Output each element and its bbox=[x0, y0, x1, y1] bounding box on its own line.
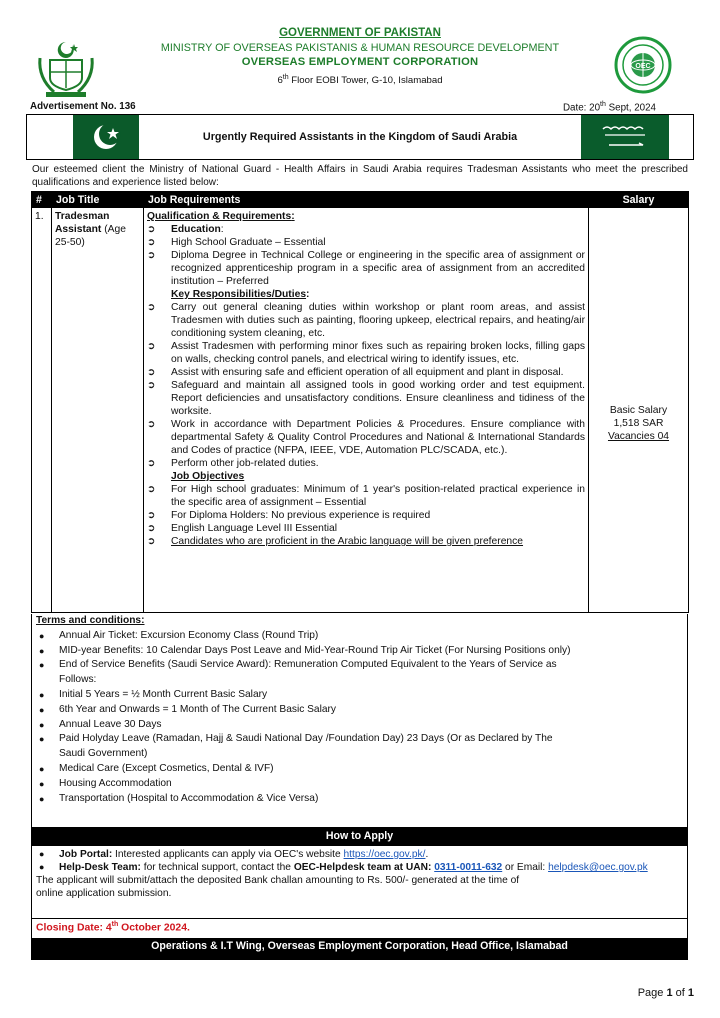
list-item: ● 6th Year and Onwards = 1 Month of The Current Basic Salary bbox=[36, 703, 579, 718]
arrow-icon: ➲ bbox=[147, 367, 156, 378]
salary-value: 1,518 SAR bbox=[613, 418, 664, 429]
challan-note-line-1: The applicant will submit/attach the deposited Bank challan amounting to Rs. 500/- generated at the time of bbox=[36, 875, 520, 886]
bullet-icon: ● bbox=[39, 719, 45, 730]
helpdesk-item: ● Help-Desk Team: for technical support, contact the OEC-Helpdesk team at UAN: 0311-0011-632 or Email: helpdesk@oec.gov.pk bbox=[39, 862, 648, 873]
job-table bbox=[31, 191, 689, 613]
title-banner bbox=[26, 114, 694, 160]
list-item: ➲ Assist Tradesmen with performing minor fixes such as repairing broken locks, filling gaps on walls, checking control panels, and electrical wiring to identify issues, etc. bbox=[147, 341, 585, 365]
bullet-icon: ● bbox=[39, 630, 45, 641]
list-item: ● Paid Holyday Leave (Ramadan, Hajj & Saudi National Day /Foundation Day) 23 Days (Or as Declared by The Saudi Government) bbox=[39, 733, 553, 760]
duties-heading: Key Responsibilities/Duties bbox=[171, 289, 307, 300]
job-title: Tradesman Assistant (Age 25-50) bbox=[52, 208, 144, 613]
arrow-icon: ➲ bbox=[147, 380, 156, 391]
qualification-heading: Qualification & Requirements bbox=[147, 211, 292, 222]
col-header-requirements: Job Requirements bbox=[144, 192, 589, 208]
job-portal-item: ● Job Portal: Interested applicants can apply via OEC's website https://oec.gov.pk/. bbox=[39, 849, 429, 860]
bullet-icon: ● bbox=[39, 704, 45, 715]
oec-logo-icon bbox=[614, 36, 672, 94]
arrow-icon: ➲ bbox=[147, 237, 156, 248]
ministry-title: MINISTRY OF OVERSEAS PAKISTANIS & HUMAN RESOURCE DEVELOPMENT bbox=[160, 42, 560, 54]
saudi-flag-icon bbox=[581, 115, 669, 159]
arabic-preference-note: Candidates who are proficient in the Arabic language will be given preference bbox=[171, 536, 524, 547]
list-item: ➲ English Language Level III Essential bbox=[147, 523, 338, 534]
list-item: ● Annual Leave 30 Days bbox=[36, 718, 579, 733]
arrow-icon: ➲ bbox=[147, 419, 156, 430]
duties-list bbox=[147, 301, 585, 470]
corporation-title: OVERSEAS EMPLOYMENT CORPORATION bbox=[241, 56, 479, 68]
oec-logo-text: OEC bbox=[635, 63, 651, 70]
advertisement-date: Date: 20th Sept, 2024 bbox=[562, 101, 656, 114]
vacancies: Vacancies 04 bbox=[607, 431, 670, 442]
terms-heading: Terms and conditions: bbox=[36, 615, 145, 626]
col-header-number: # bbox=[32, 192, 52, 208]
helpdesk-email-link[interactable]: helpdesk@oec.gov.pk bbox=[548, 862, 648, 873]
list-item: ● Transportation (Hospital to Accommodation & Vice Versa) bbox=[36, 792, 579, 807]
helpdesk-phone-link[interactable]: 0311-0011-632 bbox=[434, 862, 503, 873]
list-item: ➲ For High school graduates: Minimum of 1 year's position-related practical experience in the specific area of assignment – Essential bbox=[147, 484, 585, 508]
objectives-heading: Job Objectives bbox=[171, 471, 245, 482]
job-requirements: Qualification & Requirements: ➲ Education: ➲ High School Graduate – Essential ➲ Diploma Degree in Technical College or engineering in the specific area of assignment or recognized apprenticeship program in a specific area of assignment from an accredited institution – Preferred Key Responsibilities/Duties: ➲ Carry out general cleaning duties within workshop or plant room areas, and assist Tradesmen with duties such as painting, flooring upkeep, electrical repairs, and heating/air conditioning system cleaning, etc. ➲ Assist Tradesmen with performing minor fixes such as repairing broken locks, filling gaps on walls, checking control panels, and electrical wiring to identify issues, etc. ➲ Assist with ensuring safe and efficient operation of all equipment and plant in disposal. ➲ Safeguard and maintain all assigned tools in good working order and test equipment. Report deficiencies and unsatisfactory conditions. Ensure cleanliness and tidiness of the worksite. ➲ Work in accordance with Department Policies & Procedures. Ensure compliance with departmental Safety & Quality Control Procedures and National & International Standards and Codes of practice (NFPA, IEEE, VDE, Automation PLC/SCADA, etc.). ➲ Perform other job-related duties. Job Objectives ➲ For High school graduates: Minimum of 1 year's position-related practical experience in the specific area of assignment – Essential ➲ For Diploma Holders: No previous experience is required ➲ English Language Level III Essential ➲ Candidates who are proficient in the Arabic language will be given preference bbox=[144, 208, 589, 613]
bullet-icon: ● bbox=[39, 778, 45, 789]
intro-paragraph: Our esteemed client the Ministry of National Guard - Health Affairs in Saudi Arabia requires Tradesman Assistants who meet the prescribed qualifications and experience listed below: bbox=[32, 164, 688, 188]
list-item: ● Annual Air Ticket: Excursion Economy Class (Round Trip) bbox=[36, 629, 579, 644]
list-item: ➲ Perform other job-related duties. bbox=[147, 458, 319, 469]
arrow-icon: ➲ bbox=[147, 523, 156, 534]
arrow-icon: ➲ bbox=[147, 458, 156, 469]
terms-section bbox=[31, 614, 688, 827]
list-item: ➲ For Diploma Holders: No previous experience is required bbox=[147, 510, 431, 521]
list-item: ● Initial 5 Years = ½ Month Current Basic Salary bbox=[36, 688, 579, 703]
oec-website-link[interactable]: https://oec.gov.pk/ bbox=[343, 849, 426, 860]
arrow-icon: ➲ bbox=[147, 341, 156, 352]
list-item: ➲ Diploma Degree in Technical College or engineering in the specific area of assignment or recognized apprenticeship program in a specific area of assignment from an accredited institution – Preferred bbox=[147, 250, 585, 287]
salary-label: Basic Salary bbox=[609, 405, 668, 416]
banner-title: Urgently Required Assistants in the Kingdom of Saudi Arabia bbox=[202, 131, 518, 143]
government-title: GOVERNMENT OF PAKISTAN bbox=[279, 27, 441, 39]
bullet-icon: ● bbox=[39, 793, 45, 804]
how-to-apply-heading: How to Apply bbox=[31, 827, 688, 846]
list-item: ➲ High School Graduate – Essential bbox=[147, 237, 326, 248]
arrow-icon: ➲ bbox=[147, 302, 156, 313]
list-item: ● End of Service Benefits (Saudi Service Award): Remuneration Computed Equivalent to the Years of Service as Follows: bbox=[39, 659, 557, 686]
list-item: ➲ Safeguard and maintain all assigned tools in good working order and test equipment. Report deficiencies and unsatisfactory conditions. Ensure cleanliness and tidiness of the worksite. bbox=[147, 380, 585, 417]
education-label-item: ➲ Education: bbox=[147, 224, 224, 235]
list-item: ● Housing Accommodation bbox=[36, 777, 579, 792]
arrow-icon: ➲ bbox=[147, 510, 156, 521]
bullet-icon: ● bbox=[39, 689, 45, 700]
footer-bar: Operations & I.T Wing, Overseas Employment Corporation, Head Office, Islamabad bbox=[31, 938, 688, 960]
bullet-icon: ● bbox=[39, 645, 45, 656]
page-number: Page 1 of 1 bbox=[637, 987, 694, 999]
terms-list bbox=[36, 629, 683, 807]
closing-date: Closing Date: 4th October 2024. bbox=[31, 918, 688, 938]
arrow-icon: ➲ bbox=[147, 484, 156, 495]
col-header-salary: Salary bbox=[589, 192, 689, 208]
bullet-icon: ● bbox=[39, 734, 45, 745]
list-item: ➲ Carry out general cleaning duties within workshop or plant room areas, and assist Tradesmen with duties such as painting, flooring upkeep, electrical repairs, and heating/air conditioning system cleaning, etc. bbox=[147, 302, 585, 339]
objectives-list bbox=[147, 483, 585, 548]
col-header-job-title: Job Title bbox=[52, 192, 144, 208]
bullet-icon: ● bbox=[39, 862, 45, 872]
list-item bbox=[147, 535, 585, 548]
advertisement-number: Advertisement No. 136 bbox=[30, 101, 136, 112]
bullet-icon: ● bbox=[39, 660, 45, 671]
pakistan-flag-icon bbox=[51, 115, 139, 159]
row-number: 1. bbox=[32, 208, 52, 613]
arrow-icon: ➲ bbox=[147, 536, 156, 547]
list-item: ● Medical Care (Except Cosmetics, Dental & IVF) bbox=[36, 762, 579, 777]
list-item: ➲ Work in accordance with Department Policies & Procedures. Ensure compliance with departmental Safety & Quality Control Procedures and National & International Standards and Codes of practice (NFPA, IEEE, VDE, Automation PLC/SCADA, etc.). bbox=[147, 419, 585, 456]
how-to-apply-section bbox=[31, 846, 688, 918]
list-item: ➲ Assist with ensuring safe and efficient operation of all equipment and plant in disposal. bbox=[147, 367, 564, 378]
arrow-icon: ➲ bbox=[147, 224, 156, 235]
challan-note-line-2: online application submission. bbox=[36, 888, 172, 899]
bullet-icon: ● bbox=[39, 849, 45, 859]
salary-cell bbox=[589, 208, 689, 613]
education-list bbox=[147, 223, 585, 288]
table-row bbox=[32, 208, 689, 613]
bullet-icon: ● bbox=[39, 763, 45, 774]
arrow-icon: ➲ bbox=[147, 250, 156, 261]
office-address: 6th Floor EOBI Tower, G-10, Islamabad bbox=[277, 74, 443, 87]
list-item: ● MID-year Benefits: 10 Calendar Days Post Leave and Mid-Year-Round Trip Air Ticket (For Nursing Positions only) bbox=[36, 644, 579, 659]
